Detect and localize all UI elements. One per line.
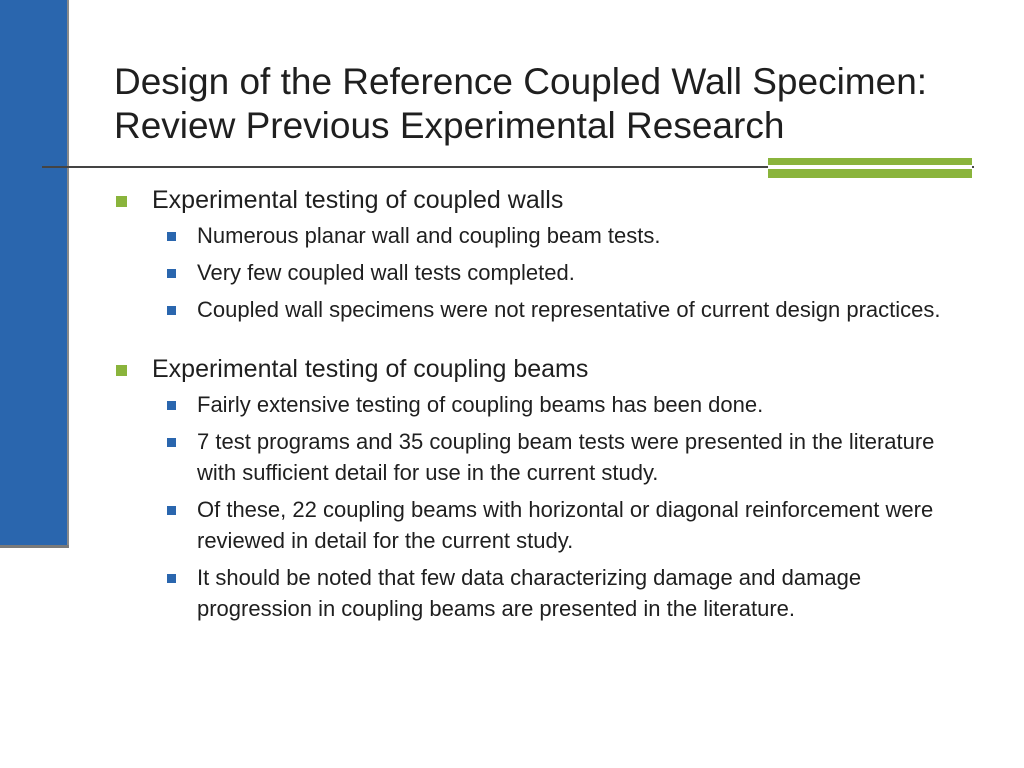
- green-accent-bar: [768, 158, 972, 179]
- list-item-text: Numerous planar wall and coupling beam tests.: [197, 223, 661, 248]
- list-item: [114, 389, 957, 420]
- list-item-text: It should be noted that few data characterizing damage and damage progression in coupling beams are presented in the literature.: [197, 565, 862, 621]
- title-line-1: Design of the Reference Coupled Wall Specimen:: [114, 61, 928, 102]
- list-item: [114, 294, 957, 325]
- left-bar-shadow: [0, 545, 69, 548]
- left-accent-bar: [0, 0, 67, 545]
- slide-title: [114, 60, 1014, 148]
- blue-square-bullet-icon: [167, 306, 176, 315]
- green-square-bullet-icon: [116, 365, 127, 376]
- list-item-text: Very few coupled wall tests completed.: [197, 260, 575, 285]
- blue-square-bullet-icon: [167, 506, 176, 515]
- list-item: [114, 562, 957, 624]
- accent-stripe-top: [768, 158, 972, 165]
- list-item: [114, 257, 957, 288]
- section-heading-text: Experimental testing of coupling beams: [152, 355, 589, 383]
- list-item-text: Of these, 22 coupling beams with horizontal or diagonal reinforcement were reviewed in detail for the current study.: [197, 497, 934, 553]
- section-heading-text: Experimental testing of coupled walls: [152, 186, 564, 214]
- list-item-text: Fairly extensive testing of coupling beams has been done.: [197, 392, 764, 417]
- blue-square-bullet-icon: [167, 574, 176, 583]
- blue-square-bullet-icon: [167, 269, 176, 278]
- section-spacer: [114, 331, 974, 353]
- blue-square-bullet-icon: [167, 232, 176, 241]
- list-item-text: 7 test programs and 35 coupling beam tests were presented in the literature with sufficient detail for use in the current study.: [197, 429, 935, 485]
- list-item-text: Coupled wall specimens were not representative of current design practices.: [197, 297, 941, 322]
- slide-content: [114, 184, 974, 630]
- list-item: [114, 494, 957, 556]
- list-item: [114, 426, 957, 488]
- left-bar-edge: [67, 0, 69, 548]
- accent-stripe-bottom: [768, 169, 972, 178]
- section-heading: [114, 353, 974, 385]
- title-line-2: Review Previous Experimental Research: [114, 105, 785, 146]
- list-item: [114, 220, 957, 251]
- green-square-bullet-icon: [116, 196, 127, 207]
- section-heading: [114, 184, 974, 216]
- blue-square-bullet-icon: [167, 401, 176, 410]
- blue-square-bullet-icon: [167, 438, 176, 447]
